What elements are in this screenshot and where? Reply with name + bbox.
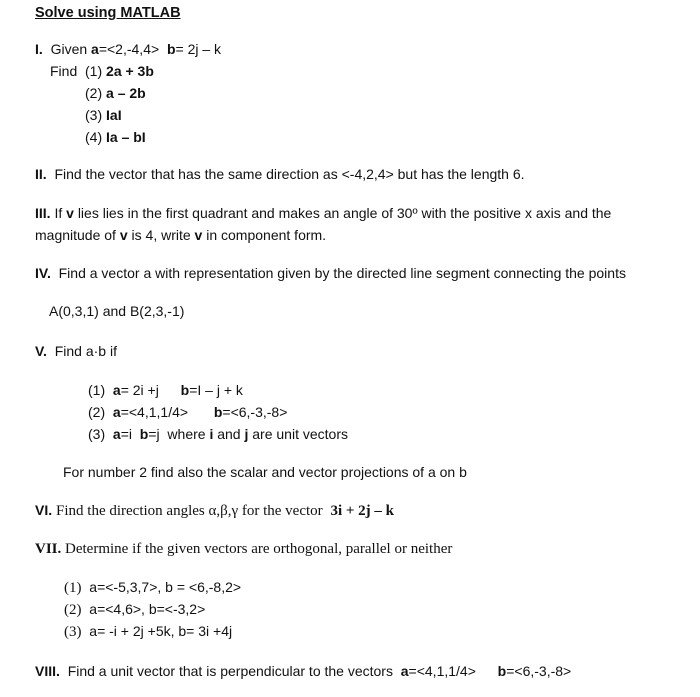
page-title: Solve using MATLAB (35, 5, 181, 21)
q3-t5: in component form. (206, 227, 327, 243)
q5-part-1 (88, 381, 243, 399)
q1-part-3-num: (3) (85, 107, 103, 123)
question-3-line-2 (35, 226, 326, 244)
q6-numeral: VI. (35, 502, 53, 518)
q1-part-4 (85, 128, 146, 146)
q1-part-2-num: (2) (85, 85, 103, 101)
q5-part-1-b-label: b (180, 382, 190, 398)
question-1 (35, 40, 221, 58)
q5-part-3 (88, 425, 348, 443)
q7-part-1-num: (1) (64, 580, 82, 596)
q5-part-1-num: (1) (88, 382, 106, 398)
q1-part-1 (50, 62, 154, 80)
q7-part-3-expr: a= -i + 2j +5k, b= 3i +4j (89, 623, 233, 639)
q7-part-2 (64, 600, 205, 619)
q7-part-1-expr: a=<-5,3,7>, b = <6,-8,2> (89, 579, 242, 595)
question-6 (35, 501, 394, 520)
q3-v-3: v (194, 227, 203, 243)
q7-part-3-num: (3) (64, 624, 82, 640)
question-7 (35, 540, 452, 558)
q5-part-3-a-label: a (112, 426, 121, 442)
q5-numeral: V. (35, 343, 47, 359)
q7-part-1 (64, 578, 241, 597)
q5-part-1-b-value: =I – j + k (189, 382, 243, 398)
q8-b-value: =<6,-3,-8> (506, 663, 572, 679)
q5-and: and (217, 426, 241, 442)
q5-part-2-num: (2) (88, 404, 106, 420)
q5-note: For number 2 find also the scalar and vector projections of a on b (63, 464, 467, 480)
q1-given: Given (50, 41, 88, 57)
question-4-line-1 (35, 264, 626, 282)
q3-t2: lies lies in the first quadrant and makes an angle of 30º with the positive x axis and the (77, 205, 612, 221)
q1-part-3-expr: IaI (106, 107, 122, 123)
q1-a-value: =<2,-4,4> (98, 41, 160, 57)
q5-part-1-a-label: a (112, 382, 121, 398)
q4-numeral: IV. (35, 265, 51, 281)
q1-a-label: a (91, 41, 99, 57)
q3-numeral: III. (35, 205, 51, 221)
q5-part-3-a-value: =i (120, 426, 132, 442)
q3-v-2: v (119, 227, 128, 243)
q5-part-2-b-value: =<6,-3,-8> (222, 404, 288, 420)
q1-part-2 (85, 84, 146, 102)
q5-part-1-a-value: = 2i +j (120, 382, 159, 398)
q1-part-1-num: (1) (85, 63, 103, 79)
q7-numeral: VII. (35, 541, 62, 557)
q5-part-3-where: where (167, 426, 206, 442)
q2-numeral: II. (35, 166, 47, 182)
q5-part-3-b-value: =j (148, 426, 160, 442)
q5-part-2-a-value: =<4,1,1/4> (120, 404, 189, 420)
q7-part-3 (64, 622, 232, 641)
q2-text: Find the vector that has the same direction as <-4,2,4> but has the length 6. (54, 166, 525, 182)
q4-line-2: A(0,3,1) and B(2,3,-1) (49, 303, 185, 319)
q5-i-label: i (209, 426, 214, 442)
q1-numeral: I. (35, 41, 43, 57)
q1-part-2-expr: a – 2b (106, 85, 146, 101)
q1-part-4-num: (4) (85, 129, 103, 145)
q5-part-3-b-label: b (139, 426, 149, 442)
q7-part-2-num: (2) (64, 602, 82, 618)
q3-t1: If (54, 205, 63, 221)
q3-t3: magnitude of (35, 227, 116, 243)
q7-part-2-expr: a=<4,6>, b=<-3,2> (89, 601, 206, 617)
q8-a-label: a (400, 663, 409, 679)
q5-text: Find a·b if (54, 343, 117, 359)
q3-t4: is 4, write (131, 227, 191, 243)
q5-part-2-b-label: b (213, 404, 223, 420)
q5-j-label: j (244, 426, 249, 442)
q4-line-1: Find a vector a with representation given by the directed line segment connecting the points (58, 265, 626, 281)
question-3-line-1 (35, 204, 611, 222)
question-5 (35, 342, 117, 360)
q1-part-3 (85, 106, 122, 124)
q6-text: Find the direction angles α,β,γ for the vector (56, 503, 323, 519)
q5-part-3-num: (3) (88, 426, 106, 442)
q6-vector: 3i + 2j – k (330, 503, 394, 519)
q1-find: Find (50, 63, 78, 79)
q7-text: Determine if the given vectors are orthogonal, parallel or neither (65, 541, 453, 557)
q1-part-4-expr: Ia – bI (106, 129, 146, 145)
q5-part-2-a-label: a (112, 404, 121, 420)
q5-part-3-tail: are unit vectors (252, 426, 348, 442)
q1-part-1-expr: 2a + 3b (106, 63, 154, 79)
q3-v-1: v (66, 205, 74, 221)
question-8 (35, 662, 571, 680)
q8-a-value: =<4,1,1/4> (408, 663, 476, 679)
question-2 (35, 165, 525, 183)
q8-text: Find a unit vector that is perpendicular to the vectors (67, 663, 393, 679)
q1-b-label: b (166, 41, 176, 57)
q8-b-label: b (497, 663, 507, 679)
q1-b-value: = 2j – k (175, 41, 222, 57)
q8-numeral: VIII. (35, 663, 60, 679)
q5-part-2 (88, 403, 287, 421)
